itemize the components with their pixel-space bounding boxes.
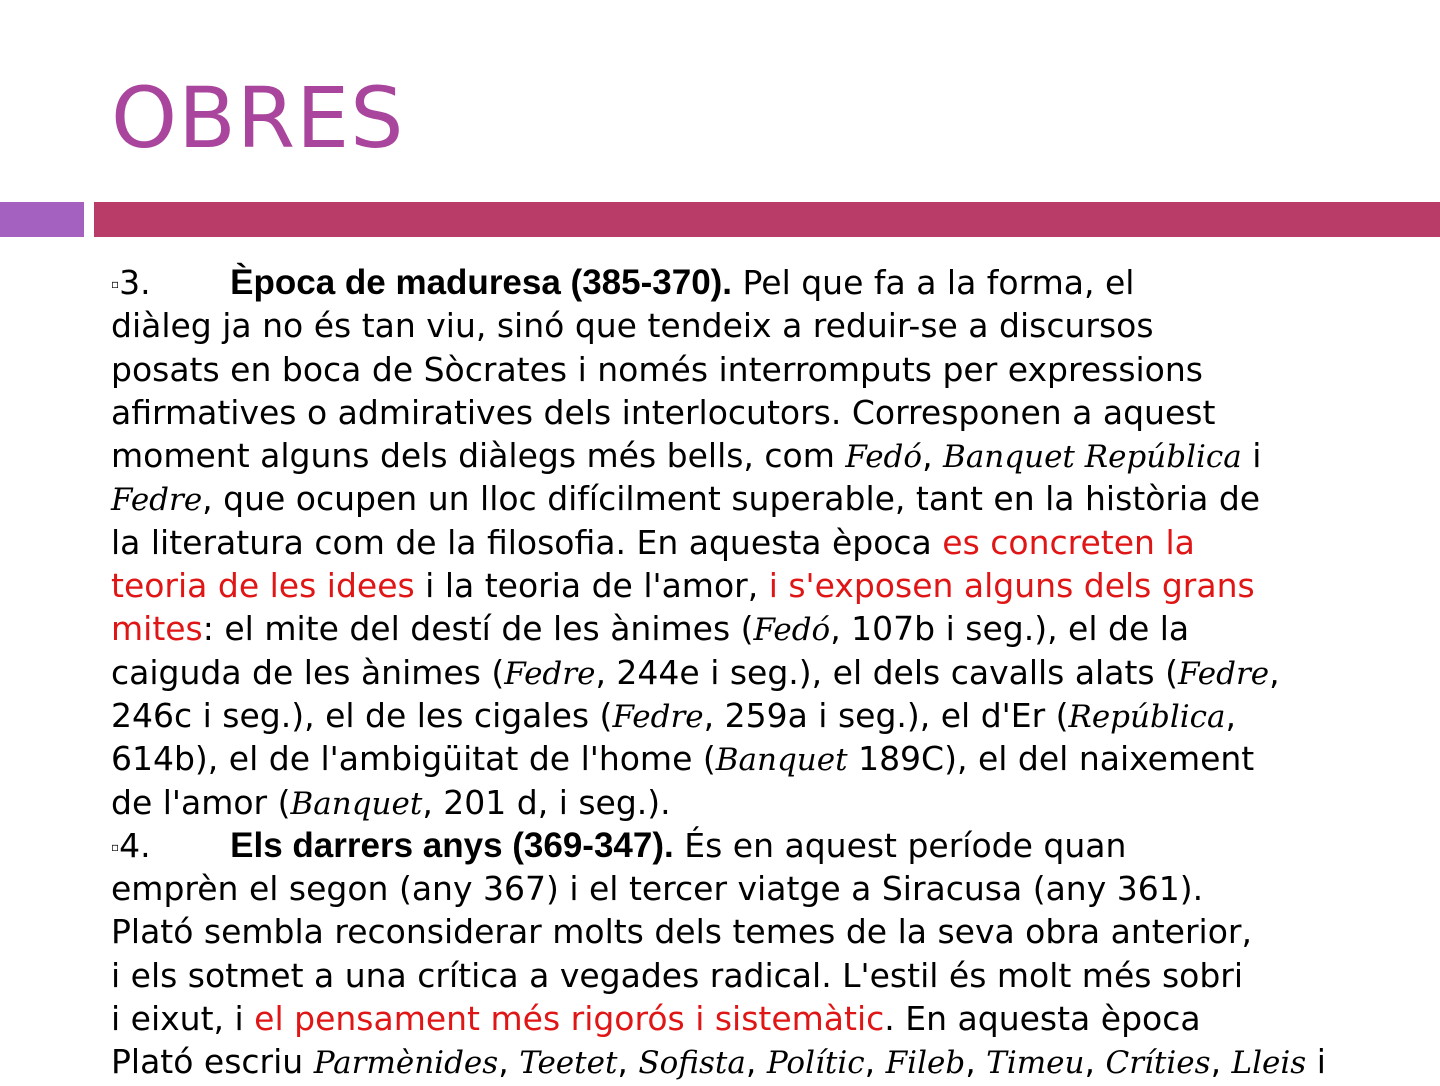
- work-title: Banquet: [290, 785, 423, 822]
- highlighted-text: i s'exposen alguns dels grans: [768, 566, 1255, 606]
- text-run: , 259a i seg.), el d'Er (: [703, 695, 1069, 735]
- text-run: , que ocupen un lloc difícilment superable, tant en la història de: [202, 479, 1261, 519]
- text-run: ,: [1269, 652, 1280, 692]
- work-title: Sofista: [638, 1045, 746, 1082]
- work-title: Timeu: [986, 1045, 1085, 1082]
- text-run: la literatura com de la filosofia. En aquesta època: [111, 522, 943, 562]
- text-run: ,: [922, 436, 944, 476]
- accent-bar-left: [0, 202, 84, 237]
- text-line: Plató sembla reconsiderar molts dels temes de la seva obra anterior,: [111, 912, 1252, 952]
- text-line: afirmatives o admiratives dels interlocutors. Corresponen a aquest: [111, 392, 1216, 432]
- text-run: . En aquesta època: [884, 999, 1201, 1039]
- highlighted-text: es concreten la: [942, 522, 1195, 562]
- text-run: , 244e i seg.), el dels cavalls alats (: [595, 652, 1178, 692]
- text-run: Pel que fa a la forma, el: [732, 263, 1135, 302]
- text-run: i eixut, i: [111, 999, 255, 1039]
- text-run: ,: [617, 1042, 639, 1082]
- work-title: Fedre: [504, 655, 596, 692]
- text-run: moment alguns dels diàlegs més bells, com: [111, 436, 846, 476]
- work-title: Banquet: [715, 742, 848, 779]
- text-run: , 201 d, i seg.).: [422, 782, 671, 822]
- text-run: ,: [1210, 1042, 1232, 1082]
- work-title: Fedó: [845, 439, 923, 476]
- text-run: ,: [745, 1042, 767, 1082]
- work-title: Parmènides: [313, 1045, 499, 1082]
- paragraph-epoca-maduresa: [111, 261, 1411, 824]
- highlighted-text: mites: [111, 609, 203, 649]
- work-title: Polític: [766, 1045, 865, 1082]
- work-title: Fedre: [612, 698, 704, 735]
- text-run: ,: [965, 1042, 987, 1082]
- text-line: diàleg ja no és tan viu, sinó que tendeix a reduir-se a discursos: [111, 306, 1154, 346]
- work-title: Lleis: [1231, 1045, 1307, 1082]
- work-title: República: [1068, 698, 1226, 735]
- work-title: Fedre: [1177, 655, 1270, 692]
- work-title: Críties: [1105, 1045, 1211, 1082]
- text-run: 189C), el del naixement: [847, 739, 1255, 779]
- accent-bar-right: [94, 202, 1440, 237]
- text-run: 614b), el de l'ambigüitat de l'home (: [111, 739, 716, 779]
- text-run: 246c i seg.), el de les cigales (: [111, 695, 613, 735]
- work-title: Fedre: [111, 482, 203, 519]
- text-run: i: [1241, 436, 1262, 476]
- work-title: Teetet: [519, 1045, 618, 1082]
- text-run: ,: [864, 1042, 886, 1082]
- text-line: posats en boca de Sòcrates i només interromputs per expressions: [111, 349, 1203, 389]
- text-run: : el mite del destí de les ànimes (: [202, 609, 754, 649]
- work-title: Fedó: [753, 612, 831, 649]
- slide-body: [111, 261, 1411, 1084]
- section-heading: Els darrers anys (369-347).: [230, 825, 674, 865]
- text-run: i la teoria de l'amor,: [414, 566, 769, 606]
- text-run: , 107b i seg.), el de la: [830, 609, 1190, 649]
- text-run: ,: [498, 1042, 520, 1082]
- highlighted-text: el pensament més rigorós i sistemàtic: [254, 999, 885, 1039]
- text-run: de l'amor (: [111, 782, 291, 822]
- item-number: 4.: [119, 825, 151, 865]
- text-run: ,: [1084, 1042, 1106, 1082]
- text-run: i: [1306, 1042, 1326, 1082]
- section-heading: Època de maduresa (385-370).: [230, 263, 733, 302]
- highlighted-text: teoria de les idees: [111, 566, 415, 606]
- item-number: 3.: [119, 263, 151, 302]
- square-bullet-icon: ▫: [111, 839, 120, 854]
- work-title: Banquet República: [943, 439, 1242, 476]
- square-bullet-icon: ▫: [111, 277, 120, 291]
- slide-title: OBRES: [111, 69, 405, 167]
- text-run: caiguda de les ànimes (: [111, 652, 505, 692]
- text-run: ,: [1225, 695, 1237, 735]
- text-line: i els sotmet a una crítica a vegades radical. L'estil és molt més sobri: [111, 955, 1244, 995]
- text-run: Plató escriu: [111, 1042, 314, 1082]
- text-line: emprèn el segon (any 367) i el tercer viatge a Siracusa (any 361).: [111, 869, 1204, 909]
- work-title: Fileb: [885, 1045, 966, 1082]
- text-run: És en aquest període quan: [673, 825, 1127, 865]
- paragraph-darrers-anys: [111, 824, 1411, 1084]
